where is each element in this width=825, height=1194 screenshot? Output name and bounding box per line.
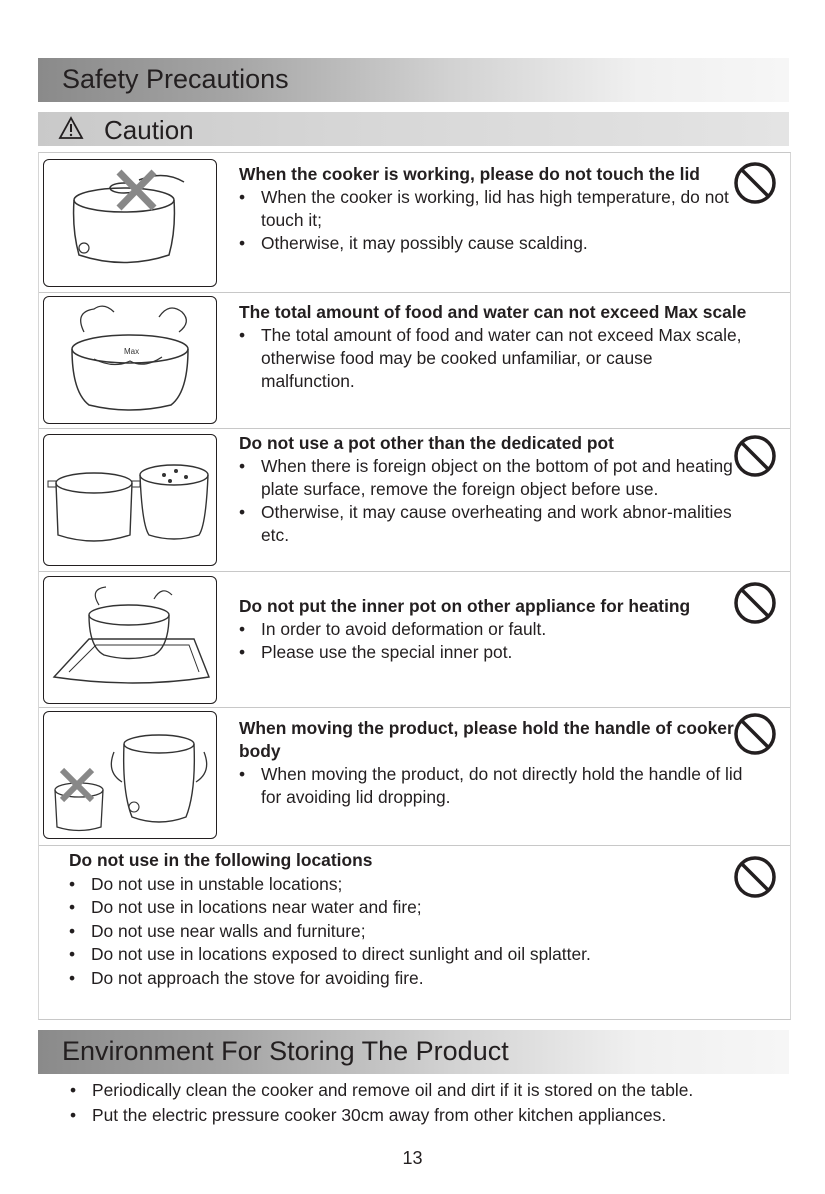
- bullet-text: Do not use near walls and furniture;: [91, 920, 366, 941]
- locations-bullet: [69, 967, 629, 991]
- bullet-text: Do not use in locations near water and fire;: [91, 897, 422, 917]
- bullet-text: The total amount of food and water can not exceed Max scale, otherwise food may be cooked unfamiliar, or cause malfunction.: [261, 325, 742, 391]
- row-heading: When the cooker is working, please do not touch the lid: [239, 164, 700, 184]
- row-heading: When moving the product, please hold the handle of cooker body: [239, 718, 734, 761]
- row-bullet: [239, 455, 749, 501]
- row-heading: Do not use a pot other than the dedicated pot: [239, 433, 614, 453]
- locations-bullet: [69, 896, 629, 920]
- bullet-text: Periodically clean the cooker and remove oil and dirt if it is stored on the table.: [92, 1080, 694, 1100]
- row-text: [239, 717, 749, 809]
- bullet-text: Do not use in locations exposed to direct sunlight and oil splatter.: [91, 944, 591, 964]
- prohibited-icon: [733, 161, 777, 205]
- prohibited-icon: [733, 581, 777, 625]
- locations-bullet: [69, 943, 591, 967]
- row-bullet: [239, 324, 749, 393]
- bullet-dot: •: [69, 944, 76, 964]
- inner-pot-illustration: [43, 296, 217, 424]
- row-bullet: [239, 232, 749, 255]
- bullet-dot: •: [239, 502, 246, 522]
- row-bullet: [239, 186, 749, 232]
- caution-row-moving: [38, 707, 791, 846]
- bullet-text: Please use the special inner pot.: [261, 642, 513, 662]
- bullet-dot: •: [239, 764, 246, 784]
- carrying-cooker-illustration: [43, 711, 217, 839]
- prohibited-icon: [733, 855, 777, 899]
- row-heading: The total amount of food and water can not exceed Max scale: [239, 302, 747, 322]
- bullet-text: Otherwise, it may possibly cause scalding.: [261, 233, 588, 253]
- bullet-dot: •: [239, 456, 246, 476]
- row-bullet: [239, 763, 749, 809]
- bullet-text: When there is foreign object on the bottom of pot and heating plate surface, remove the foreign object before use.: [261, 456, 733, 499]
- bullet-text: When the cooker is working, lid has high temperature, do not touch it;: [261, 187, 729, 230]
- row-heading: Do not put the inner pot on other appliance for heating: [239, 596, 691, 616]
- page-number: 13: [402, 1148, 423, 1168]
- bullet-dot: •: [239, 642, 246, 662]
- bullet-dot: •: [239, 187, 246, 207]
- caution-row-max-scale: [38, 291, 791, 429]
- caution-header: [38, 112, 789, 146]
- section-title: Environment For Storing The Product: [62, 1036, 509, 1066]
- caution-row-lid: [38, 152, 791, 293]
- bullet-dot: •: [239, 233, 246, 253]
- locations-bullet: [69, 920, 629, 944]
- row-text: [239, 432, 749, 547]
- row-bullet: [239, 641, 749, 664]
- max-label: Max: [124, 347, 140, 356]
- prohibited-icon: [733, 712, 777, 756]
- bullet-dot: •: [70, 1080, 77, 1100]
- bullet-dot: •: [70, 1105, 77, 1125]
- storage-list: [70, 1078, 693, 1128]
- caution-row-locations: [38, 845, 791, 1020]
- row-bullet: [239, 501, 749, 547]
- bullet-text: Do not approach the stove for avoiding fire.: [91, 967, 424, 988]
- section-header-storage: [38, 1030, 789, 1074]
- caution-title: Caution: [104, 115, 194, 145]
- bullet-text: In order to avoid deformation or fault.: [261, 619, 547, 639]
- storage-bullet: [70, 1078, 693, 1103]
- caution-row-dedicated-pot: [38, 428, 791, 572]
- section-header-safety: [38, 58, 789, 102]
- row-text: [239, 301, 749, 393]
- locations-bullet: [69, 873, 629, 897]
- bullet-dot: •: [69, 873, 76, 894]
- row-bullet: [239, 618, 749, 641]
- bullet-text: Put the electric pressure cooker 30cm away from other kitchen appliances.: [92, 1105, 667, 1125]
- bullet-text: When moving the product, do not directly hold the handle of lid for avoiding lid dropping.: [261, 764, 743, 807]
- bullet-dot: •: [69, 967, 76, 988]
- caution-row-other-appliance: [38, 571, 791, 708]
- pot-and-cooker-illustration: [43, 434, 217, 566]
- bullet-dot: •: [69, 897, 76, 917]
- locations-heading: Do not use in the following locations: [69, 850, 373, 870]
- section-title: Safety Precautions: [62, 64, 289, 94]
- storage-bullet: [70, 1103, 693, 1128]
- bullet-dot: •: [239, 619, 246, 639]
- row-text: [239, 163, 749, 255]
- bullet-dot: •: [69, 920, 76, 941]
- cooker-lid-illustration: [43, 159, 217, 287]
- bullet-text: Otherwise, it may cause overheating and work abnor-malities etc.: [261, 502, 732, 545]
- bullet-dot: •: [239, 325, 246, 345]
- locations-text: [69, 849, 629, 990]
- row-text: [239, 595, 749, 664]
- pot-on-stove-illustration: [43, 576, 217, 704]
- warning-triangle-icon: [58, 116, 84, 140]
- bullet-text: Do not use in unstable locations;: [91, 873, 343, 894]
- prohibited-icon: [733, 434, 777, 478]
